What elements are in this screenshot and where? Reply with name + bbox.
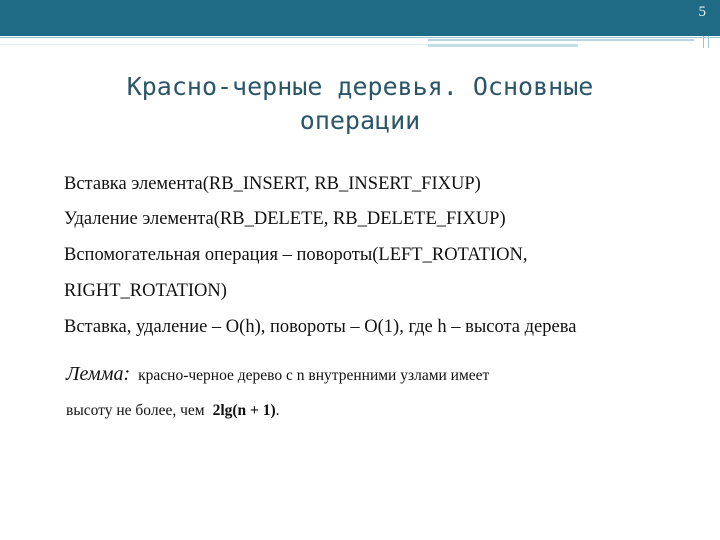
accent-line xyxy=(428,39,694,41)
bullet-delete: Удаление элемента(RB_DELETE, RB_DELETE_FIXUP) xyxy=(64,209,506,229)
bullet-rotation: Вспомогательная операция – повороты(LEFT_ROTATION, xyxy=(64,245,528,265)
lemma xyxy=(66,363,489,386)
lemma-label: Лемма: xyxy=(66,363,131,385)
accent-tick xyxy=(708,36,709,48)
slide-number: 5 xyxy=(698,4,706,20)
accent-line xyxy=(0,44,428,45)
bullet-complexity: Вставка, удаление – O(h), повороты – O(1), где h – высота дерева xyxy=(64,317,577,337)
lemma-text-line-1: красно-черное дерево с n внутренними узлами имеет xyxy=(138,367,490,384)
header-bar xyxy=(0,0,720,36)
slide-title xyxy=(60,70,660,138)
accent-line xyxy=(0,37,720,38)
title-line-2: операции xyxy=(299,106,421,135)
bullet-rotation-continued: RIGHT_ROTATION) xyxy=(64,281,227,301)
accent-line xyxy=(428,44,578,47)
title-line-1: Красно-черные деревья. Основные xyxy=(126,72,594,101)
lemma-end: . xyxy=(275,402,280,419)
lemma-formula: 2lg(n + 1) xyxy=(212,402,276,419)
accent-tick xyxy=(703,36,704,48)
bullet-insert: Вставка элемента(RB_INSERT, RB_INSERT_FIXUP) xyxy=(64,174,481,194)
lemma-continuation xyxy=(66,402,280,420)
lemma-text-line-2: высоту не более, чем xyxy=(66,402,205,419)
